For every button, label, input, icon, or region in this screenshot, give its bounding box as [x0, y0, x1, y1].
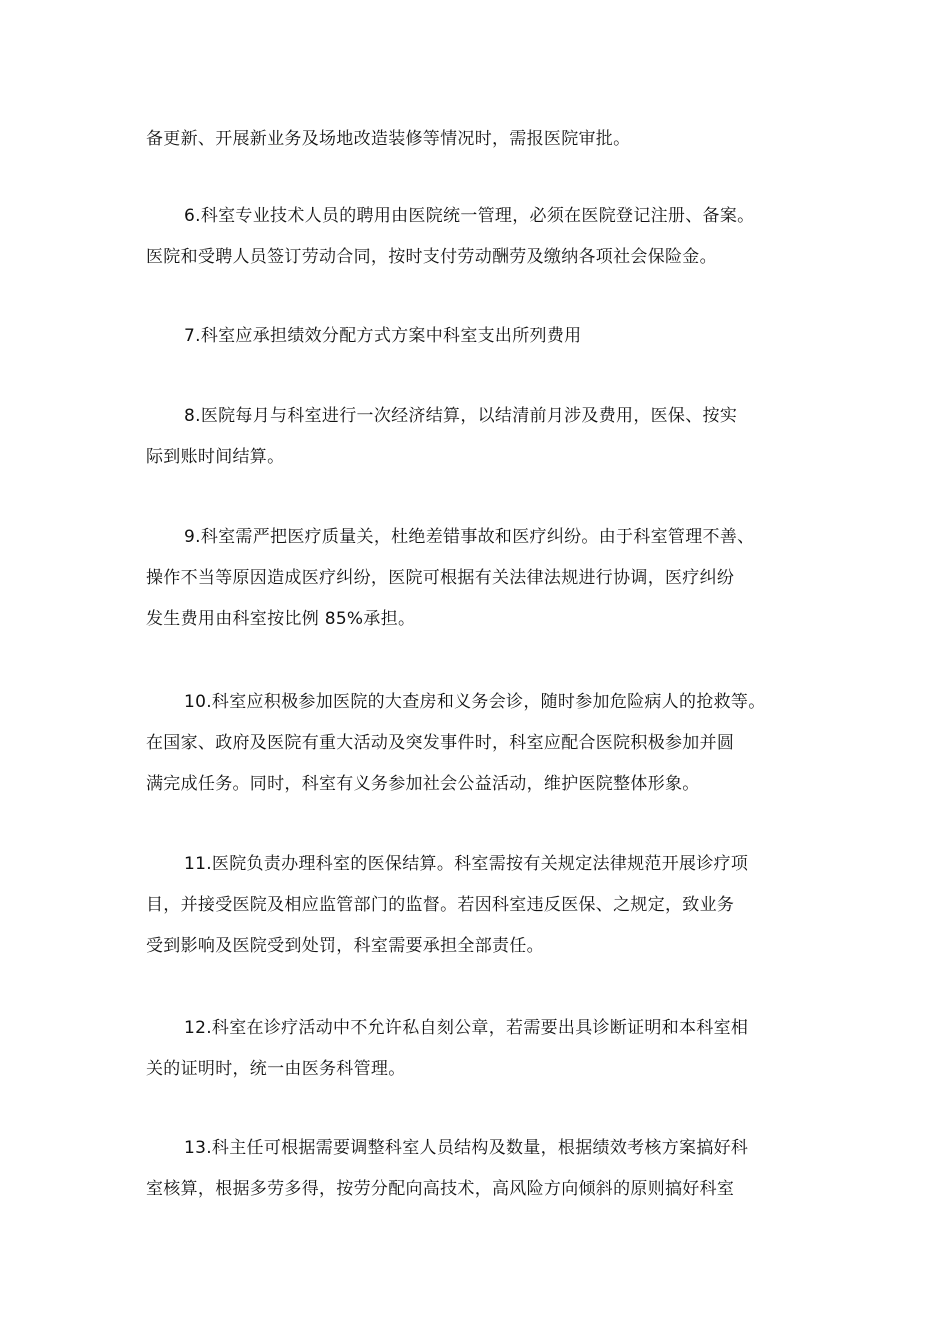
text-line: 关的证明时，统一由医务科管理。 — [146, 1059, 406, 1079]
text-line: 11.医院负责办理科室的医保结算。科室需按有关规定法律规范开展诊疗项 — [184, 854, 749, 874]
paragraph-12 — [146, 1008, 826, 1090]
text-line: 受到影响及医院受到处罚，科室需要承担全部责任。 — [146, 936, 544, 956]
text-line: 9.科室需严把医疗质量关，杜绝差错事故和医疗纠纷。由于科室管理不善、 — [184, 527, 755, 547]
text-line: 6.科室专业技术人员的聘用由医院统一管理，必须在医院登记注册、备案。 — [184, 206, 755, 226]
text-line: 在国家、政府及医院有重大活动及突发事件时，科室应配合医院积极参加并圆 — [146, 733, 735, 753]
text-line: 备更新、开展新业务及场地改造装修等情况时，需报医院审批。 — [146, 129, 631, 149]
text-line: 12.科室在诊疗活动中不允许私自刻公章，若需要出具诊断证明和本科室相 — [184, 1018, 749, 1038]
text-line: 际到账时间结算。 — [146, 447, 285, 467]
text-line: 目，并接受医院及相应监管部门的监督。若因科室违反医保、之规定，致业务 — [146, 895, 735, 915]
text-line: 操作不当等原因造成医疗纠纷，医院可根据有关法律法规进行协调，医疗纠纷 — [146, 568, 735, 588]
paragraph-9 — [146, 517, 826, 640]
text-line: 13.科主任可根据需要调整科室人员结构及数量，根据绩效考核方案搞好科 — [184, 1138, 749, 1158]
paragraph-5-continuation — [146, 119, 826, 160]
text-line: 满完成任务。同时，科室有义务参加社会公益活动，维护医院整体形象。 — [146, 774, 700, 794]
text-line: 医院和受聘人员签订劳动合同，按时支付劳动酬劳及缴纳各项社会保险金。 — [146, 247, 717, 267]
paragraph-8 — [146, 396, 826, 478]
paragraph-13 — [146, 1128, 826, 1210]
text-line: 室核算，根据多劳多得，按劳分配向高技术，高风险方向倾斜的原则搞好科室 — [146, 1179, 735, 1199]
text-line: 10.科室应积极参加医院的大查房和义务会诊，随时参加危险病人的抢救等。 — [184, 692, 766, 712]
text-line: 发生费用由科室按比例 85%承担。 — [146, 609, 416, 629]
text-line: 8.医院每月与科室进行一次经济结算，以结清前月涉及费用，医保、按实 — [184, 406, 738, 426]
paragraph-6 — [146, 196, 826, 278]
paragraph-10 — [146, 682, 826, 805]
paragraph-11 — [146, 844, 826, 967]
text-line: 7.科室应承担绩效分配方式方案中科室支出所列费用 — [184, 326, 582, 346]
paragraph-7 — [146, 316, 826, 357]
